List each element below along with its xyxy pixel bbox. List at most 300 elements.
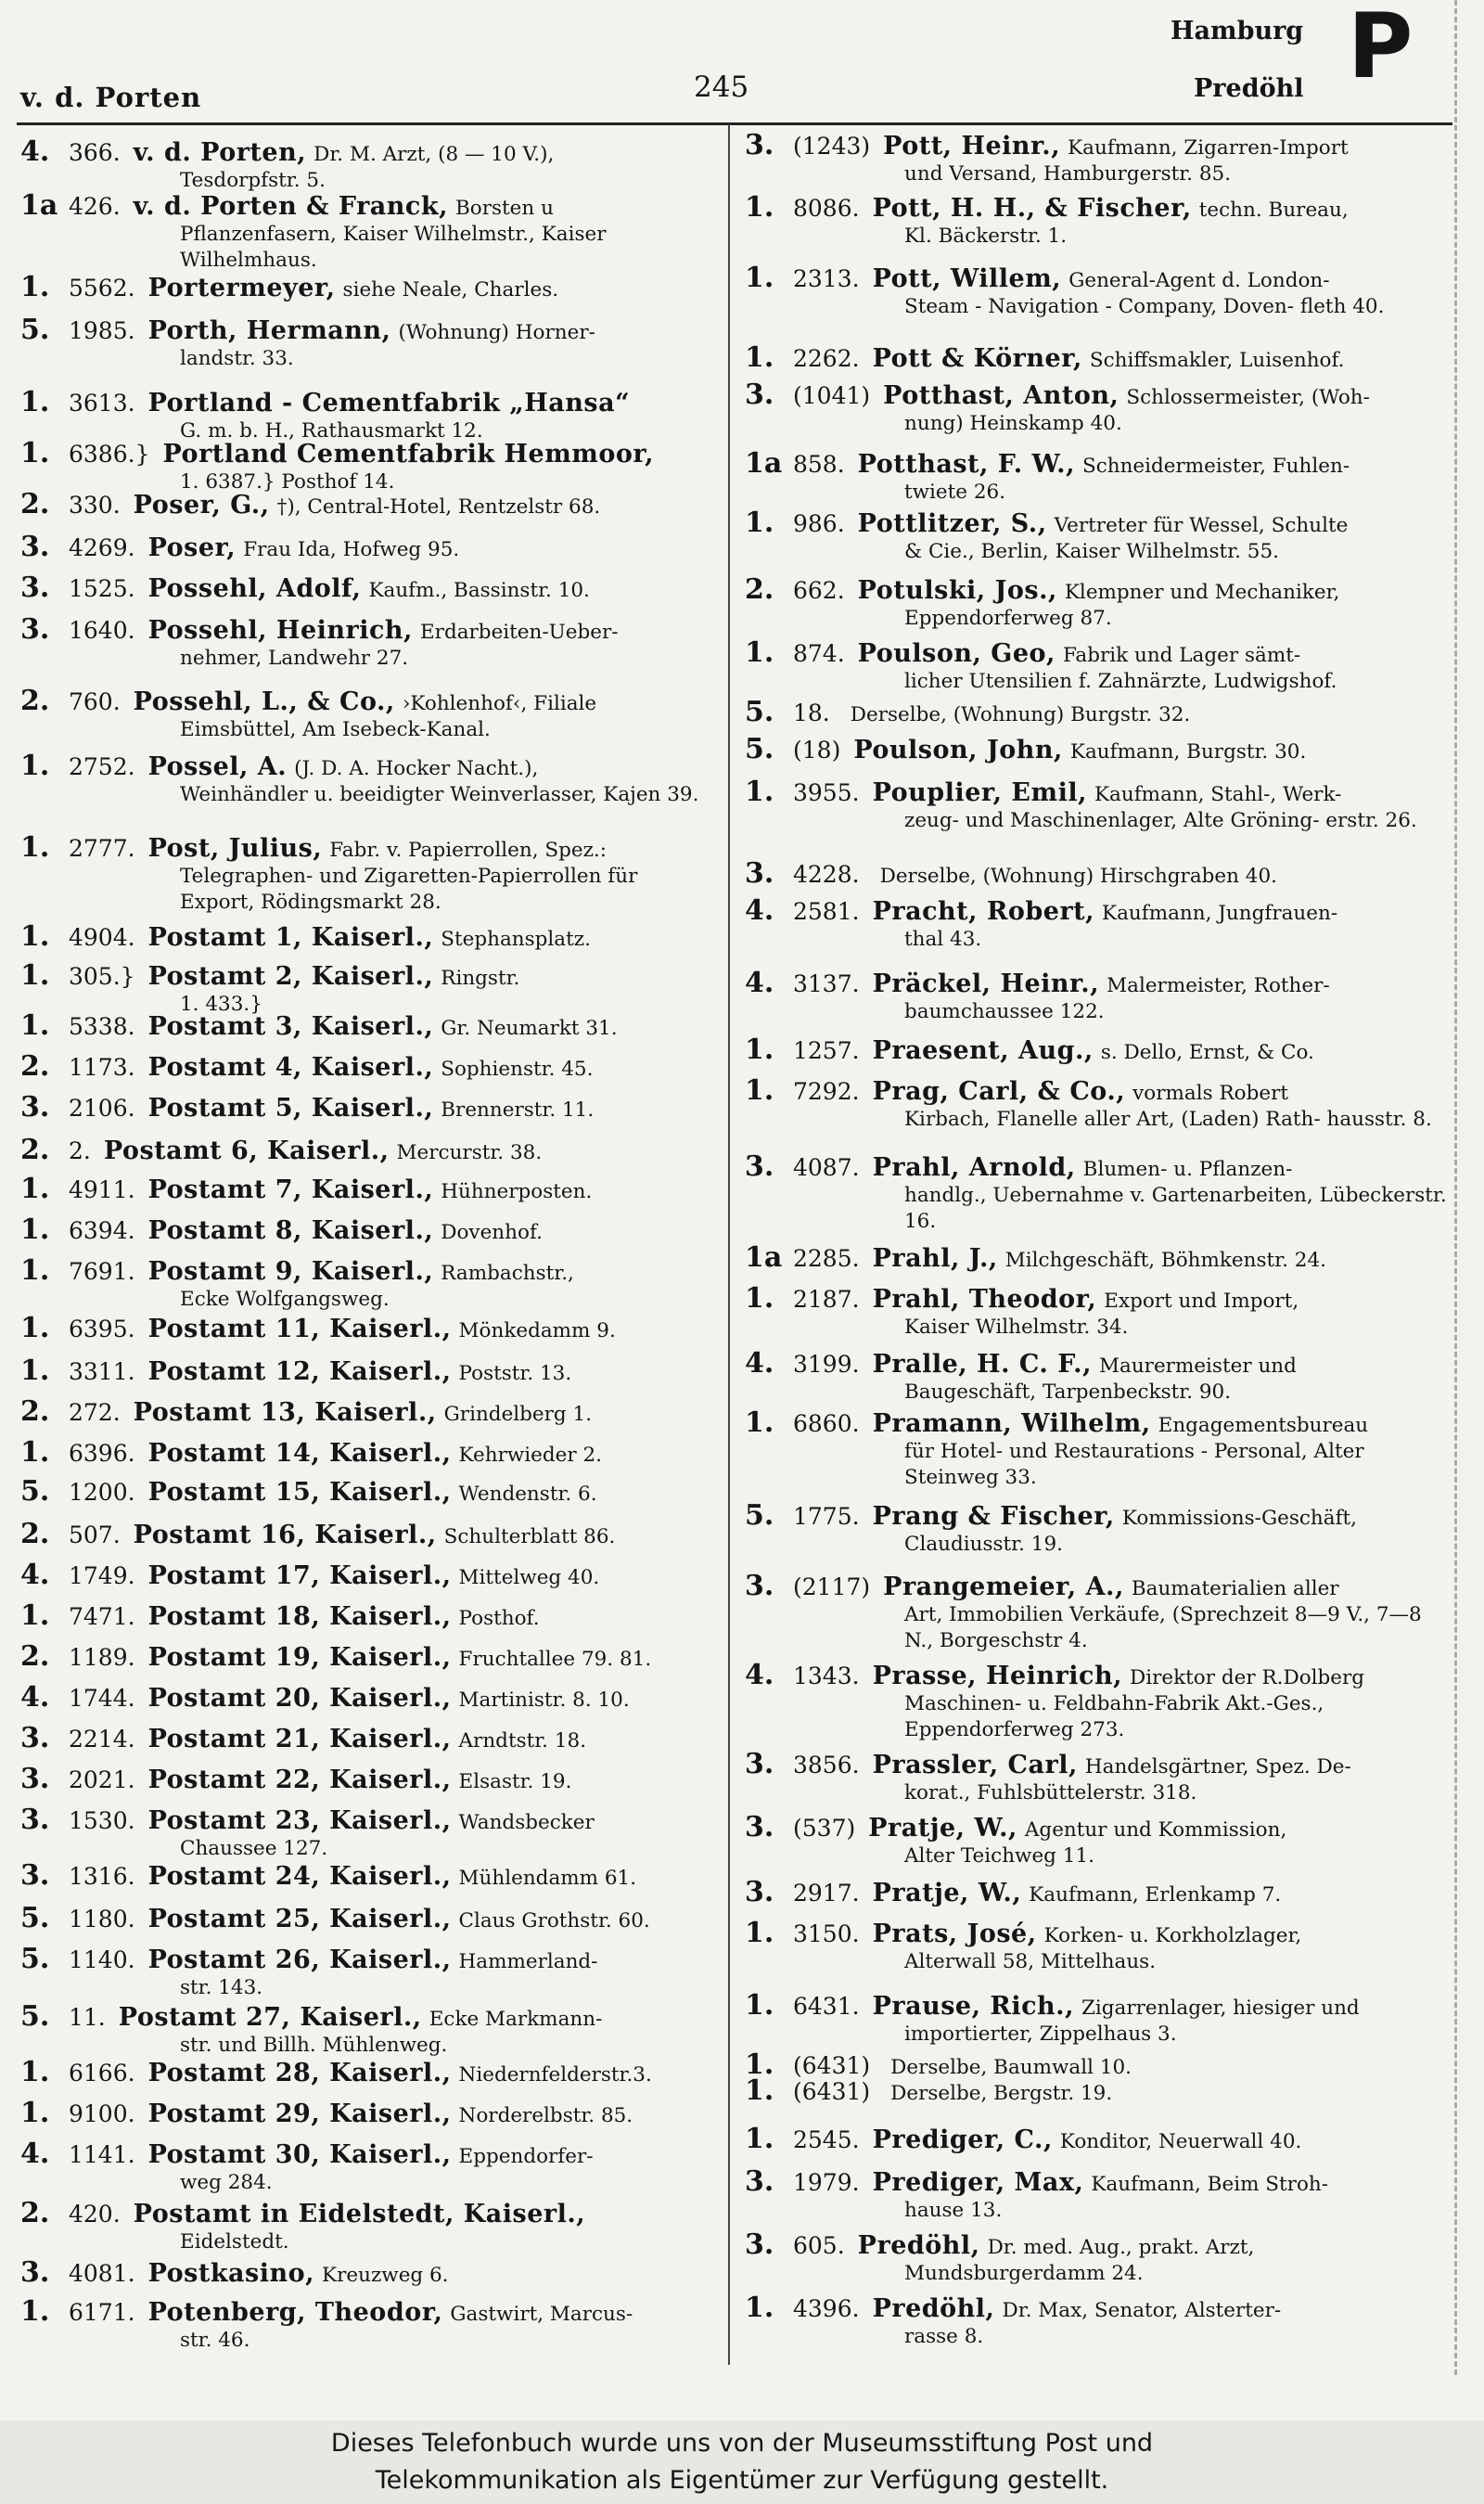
zone-number: 1. [745,2074,774,2107]
entry-name: Possehl, Heinrich, [147,616,413,645]
zone-number: 4. [745,1347,774,1380]
telephone-number: 2214. [69,1726,135,1753]
entry-continuation: Steam - Navigation - Company, Doven- fleth 40. [904,295,1385,318]
zone-number: 2. [745,573,774,606]
telephone-number: 4081. [69,2260,135,2287]
telephone-number: 6171. [69,2299,135,2326]
telephone-number: (2117) [793,1573,871,1600]
zone-number: 1. [20,920,50,953]
entry-details: Erdarbeiten-Ueber- [419,621,619,644]
zone-number: 3. [20,1763,50,1795]
entry-continuation: weg 284. [180,2171,273,2194]
directory-entry [745,341,1450,374]
zone-number: 1. [745,1074,774,1107]
zone-number: 1. [20,2056,50,2088]
directory-entry [20,2256,718,2289]
zone-number: 4. [20,135,50,168]
entry-name: Potenberg, Theodor, [147,2298,443,2327]
entry-continuation: Baugeschäft, Tarpenbeckstr. 90. [904,1380,1232,1404]
telephone-number: 366. [69,139,121,166]
entry-details: Kommissions-Geschäft, [1121,1507,1358,1530]
entry-name: Postkasino, [147,2259,315,2288]
telephone-number: 1525. [69,575,135,602]
entry-name: Portermeyer, [147,274,336,302]
zone-number: 3. [745,129,774,161]
entry-name: Possehl, Adolf, [147,574,362,603]
zone-number: 1. [20,1173,50,1205]
entry-continuation: str. 46. [180,2329,250,2352]
telephone-number: 986. [793,510,845,537]
telephone-number: 7292. [793,1078,860,1105]
entry-details: Vertreter für Wessel, Schulte [1054,514,1349,537]
telephone-number: 3613. [69,390,135,417]
entry-details: (Wohnung) Horner- [398,321,595,344]
entry-continuation: 1. 6387.} Posthof 14. [180,470,395,494]
entry-details: ›Kohlenhof‹, Filiale [402,692,597,715]
telephone-number: 272. [69,1399,121,1426]
entry-details: Dr. Max, Senator, Alsterter- [1002,2299,1282,2322]
entry-continuation: Mundsburgerdamm 24. [904,2262,1144,2285]
footer-note [0,2421,1484,2504]
zone-number: 3. [745,1748,774,1780]
directory-entry [20,386,718,444]
directory-entry [745,2123,1450,2155]
zone-number: 2. [20,2197,50,2229]
directory-entry [20,920,718,953]
entry-details: Kaufmann, Beim Stroh- [1091,2173,1328,2196]
telephone-number: 4228. [793,861,860,888]
telephone-number: 2917. [793,1880,860,1907]
entry-details: s. Dello, Ernst, & Co. [1100,1041,1314,1064]
entry-name: Postamt 23, Kaiserl., [147,1806,452,1835]
telephone-number: 874. [793,640,845,667]
entry-name: Potthast, F. W., [857,450,1075,479]
entry-continuation: zeug- und Maschinenlager, Alte Gröning- erstr. 26. [904,809,1417,832]
entry-name: Poulson, Geo, [857,639,1055,668]
entry-name: Prahl, J., [872,1244,998,1273]
telephone-number: 2187. [793,1286,860,1313]
entry-name: Postamt 1, Kaiserl., [147,923,434,952]
telephone-number: 6860. [793,1410,860,1437]
entry-details: Engagementsbureau [1158,1414,1369,1437]
entry-name: Post, Julius, [147,834,323,863]
entry-continuation: Kirbach, Flanelle aller Art, (Laden) Rath- hausstr. 8. [904,1108,1432,1131]
telephone-number: 2581. [793,898,860,925]
telephone-number: 8086. [793,195,860,222]
directory-entry [745,507,1450,565]
directory-entry [745,857,1450,890]
zone-number: 1. [745,341,774,374]
directory-entry [745,1876,1450,1908]
entry-continuation: und Versand, Hamburgerstr. 85. [904,162,1232,186]
entry-details: Mittelweg 40. [458,1566,600,1589]
entry-name: Pott, H. H., & Fischer, [872,194,1192,223]
telephone-number: 2545. [793,2126,860,2153]
zone-number: 3. [20,571,50,604]
entry-details: Derselbe, Bergstr. 19. [890,2082,1113,2105]
entry-name: Pottlitzer, S., [857,509,1047,538]
entry-details: Malermeister, Rother- [1107,974,1330,997]
entry-name: Postamt 18, Kaiserl., [147,1602,452,1631]
directory-entry [745,696,1450,728]
directory-entry [20,1722,718,1754]
directory-entry [745,1282,1450,1341]
telephone-number: 1775. [793,1503,860,1530]
directory-entry [745,733,1450,765]
entry-name: Predöhl, [857,2231,980,2260]
telephone-number: 1180. [69,1906,135,1933]
directory-entry [20,2056,718,2088]
directory-entry [745,1917,1450,1975]
directory-entry [20,1559,718,1591]
entry-name: Potthast, Anton, [883,381,1119,410]
entry-details: Kaufm., Bassinstr. 10. [368,579,590,602]
directory-entry [20,1312,718,1344]
zone-number: 1. [745,2048,774,2081]
directory-entry [20,1009,718,1042]
telephone-number: 1530. [69,1807,135,1834]
directory-entry [20,1640,718,1673]
directory-entry [20,571,718,604]
entry-name: Praesent, Aug., [872,1036,1094,1065]
entry-details: (J. D. A. Hocker Nacht.), [294,757,539,780]
telephone-number: 3955. [793,779,860,806]
entry-name: Prangemeier, A., [883,1573,1124,1601]
telephone-number: 2285. [793,1245,860,1272]
entry-name: Postamt 13, Kaiserl., [133,1398,437,1427]
zone-number: 2. [20,1395,50,1428]
entry-details: Derselbe, Baumwall 10. [890,2056,1132,2079]
telephone-number: 3137. [793,970,860,997]
directory-entry [745,129,1450,187]
entry-details: Milchgeschäft, Böhmkenstr. 24. [1004,1249,1326,1272]
entry-continuation: importierter, Zippelhaus 3. [904,2022,1177,2046]
entry-name: Porth, Hermann, [147,316,391,345]
telephone-number: 6394. [69,1217,135,1244]
entry-name: Postamt 28, Kaiserl., [147,2059,452,2087]
directory-entry [20,531,718,563]
telephone-number: 6396. [69,1440,135,1467]
directory-entry [20,2097,718,2129]
entry-details: Fruchtallee 79. 81. [458,1648,652,1671]
zone-number: 1. [745,2123,774,2155]
entry-details: Fabr. v. Papierrollen, Spez.: [329,839,607,862]
telephone-number: 426. [69,193,121,220]
entry-details: Gastwirt, Marcus- [450,2303,633,2326]
telephone-number: (6431) [793,2078,871,2105]
entry-continuation: Tesdorpfstr. 5. [180,169,326,192]
entry-name: Portland - Cementfabrik „Hansa“ [147,389,631,417]
entry-name: Poser, [147,533,237,562]
entry-name: Präckel, Heinr., [872,969,1100,998]
entry-details: Gr. Neumarkt 31. [441,1017,618,1040]
telephone-number: 2752. [69,753,135,780]
directory-entry [745,262,1450,320]
entry-details: Mühlendamm 61. [458,1867,637,1890]
entry-continuation: Kl. Bäckerstr. 1. [904,225,1068,248]
entry-continuation: thal 43. [904,928,982,951]
entry-name: Pratje, W., [872,1879,1022,1907]
telephone-number: 2313. [793,265,860,292]
entry-details: Agentur und Kommission, [1024,1818,1287,1842]
running-head-first-entry: v. d. Porten [20,82,202,113]
telephone-number: (18) [793,737,841,764]
zone-number: 1. [20,1213,50,1246]
zone-number: 3. [20,531,50,563]
directory-entry [20,189,718,274]
entry-details: Ringstr. [441,967,520,990]
telephone-number: 1979. [793,2169,860,2196]
directory-entry [20,2295,718,2354]
entry-details: Derselbe, (Wohnung) Burgstr. 32. [850,703,1191,726]
directory-entry [745,1499,1450,1558]
page-number: 245 [694,71,749,104]
zone-number: 1. [745,2292,774,2324]
entry-name: Portland Cementfabrik Hemmoor, [162,440,655,469]
telephone-number: 5338. [69,1013,135,1040]
entry-continuation: Eimsbüttel, Am Isebeck-Kanal. [180,718,491,741]
entry-details: Konditor, Neuerwall 40. [1059,2130,1302,2153]
entry-continuation: Maschinen- u. Feldbahn-Fabrik Akt.-Ges., Eppendorferweg 273. [904,1692,1324,1741]
directory-entry [20,135,718,194]
entry-name: Postamt 17, Kaiserl., [147,1561,452,1590]
entry-name: Poulson, John, [853,736,1063,764]
zone-number: 4. [745,1659,774,1691]
entry-name: Postamt 6, Kaiserl., [103,1136,390,1165]
entry-details: †), Central-Hotel, Rentzelstr 68. [276,495,601,519]
directory-entry [20,437,718,495]
telephone-number: 3199. [793,1351,860,1378]
entry-details: Brennerstr. 11. [441,1098,595,1122]
entry-details: Arndtstr. 18. [458,1729,587,1753]
directory-entry [745,1241,1450,1274]
zone-number: 3. [20,1859,50,1892]
zone-number: 5. [20,314,50,346]
entry-continuation: nung) Heinskamp 40. [904,412,1122,435]
entry-details: Dovenhof. [441,1221,543,1244]
telephone-number: 305.} [69,963,135,990]
entry-name: Postamt 8, Kaiserl., [147,1216,434,1245]
zone-number: 1. [20,1254,50,1287]
directory-entry [20,1681,718,1714]
entry-name: Postamt 20, Kaiserl., [147,1684,452,1713]
directory-entry [20,1436,718,1469]
directory-entry [745,2048,1450,2081]
telephone-number: 6166. [69,2060,135,2087]
right-column [745,0,1450,2375]
zone-number: 3. [745,2165,774,2198]
telephone-number: 420. [69,2201,121,2228]
directory-entry [20,1050,718,1083]
directory-entry [745,447,1450,506]
telephone-number: 2777. [69,835,135,862]
footer-line-1: Dieses Telefonbuch wurde uns von der Museumsstiftung Post und [330,2429,1154,2458]
entry-details: Derselbe, (Wohnung) Hirschgraben 40. [879,865,1277,888]
telephone-number: 662. [793,577,845,604]
directory-entry [20,1355,718,1387]
zone-number: 3. [745,1570,774,1602]
directory-entry [20,1395,718,1428]
telephone-number: 3856. [793,1752,860,1778]
telephone-number: 5562. [69,275,135,302]
directory-entry [20,1599,718,1632]
section-letter: P [1348,0,1414,98]
zone-number: 5. [745,696,774,728]
zone-number: 3. [745,379,774,411]
entry-details: Grindelberg 1. [443,1403,593,1426]
entry-details: Kaufmann, Stahl-, Werk- [1094,783,1342,806]
telephone-number: 605. [793,2232,845,2259]
directory-entry [745,1748,1450,1806]
zone-number: 4. [745,967,774,999]
zone-number: 1. [745,262,774,294]
telephone-number: 1173. [69,1054,135,1081]
zone-number: 1. [20,386,50,418]
telephone-number: 4087. [793,1154,860,1181]
zone-number: 3. [20,1091,50,1124]
entry-name: Pott, Heinr., [883,132,1061,161]
directory-entry [20,1254,718,1313]
zone-number: 2. [20,1640,50,1673]
directory-entry [20,1475,718,1508]
entry-name: Postamt 2, Kaiserl., [147,962,434,991]
zone-number: 5. [745,1499,774,1532]
zone-number: 4. [20,1559,50,1591]
entry-name: Postamt 24, Kaiserl., [147,1862,452,1891]
entry-name: Postamt 11, Kaiserl., [147,1315,452,1343]
directory-entry [20,1943,718,2001]
zone-number: 3. [20,2256,50,2289]
zone-number: 1a [745,447,783,480]
entry-name: Postamt 14, Kaiserl., [147,1439,452,1468]
entry-details: Korken- u. Korkholzlager, [1043,1924,1302,1947]
entry-name: Postamt 3, Kaiserl., [147,1012,434,1041]
entry-continuation: Alterwall 58, Mittelhaus. [904,1950,1157,1973]
directory-entry [745,636,1450,695]
telephone-number: 4269. [69,534,135,561]
directory-entry [20,314,718,372]
entry-continuation: handlg., Uebernahme v. Gartenarbeiten, Lübeckerstr. 16. [904,1184,1447,1233]
telephone-number: 1189. [69,1644,135,1671]
telephone-number: 9100. [69,2100,135,2127]
zone-number: 2. [20,1518,50,1550]
entry-name: Pralle, H. C. F., [872,1350,1092,1379]
entry-details: siehe Neale, Charles. [342,278,559,302]
zone-number: 1a [745,1241,783,1274]
entry-continuation: Ecke Wolfgangsweg. [180,1288,390,1311]
telephone-number: 2106. [69,1095,135,1122]
telephone-number: 1141. [69,2141,135,2168]
entry-details: Schlossermeister, (Woh- [1126,386,1370,409]
page-edge-perforation [1454,0,1457,2375]
entry-name: Postamt 22, Kaiserl., [147,1766,452,1794]
telephone-number: 2021. [69,1766,135,1793]
entry-details: Handelsgärtner, Spez. De- [1084,1755,1351,1778]
telephone-number: 858. [793,451,845,478]
telephone-number: 6386.} [69,441,150,468]
directory-entry [745,1347,1450,1406]
telephone-number: 1640. [69,617,135,644]
zone-number: 5. [20,2000,50,2033]
entry-details: Kehrwieder 2. [458,1444,602,1467]
entry-name: Postamt 5, Kaiserl., [147,1094,434,1123]
footer-line-2: Telekommunikation als Eigentümer zur Verfügung gestellt. [375,2466,1109,2495]
entry-details: Schulterblatt 86. [443,1525,616,1548]
entry-name: Possel, A. [147,752,288,781]
telephone-number: 1985. [69,317,135,344]
zone-number: 5. [20,1943,50,1975]
zone-number: 2. [20,1050,50,1083]
entry-details: Sophienstr. 45. [441,1058,594,1081]
directory-entry [20,1763,718,1795]
entry-details: Kaufmann, Erlenkamp 7. [1029,1883,1282,1907]
entry-details: Frau Ida, Hofweg 95. [243,538,460,561]
entry-details: Kaufmann, Jungfrauen- [1102,902,1338,925]
zone-number: 4. [745,894,774,927]
zone-number: 4. [20,2138,50,2170]
entry-details: Wandsbecker [458,1811,595,1834]
entry-continuation: twiete 26. [904,481,1006,504]
telephone-number: 18. [793,700,830,726]
entry-details: Dr. M. Arzt, (8 — 10 V.), [313,143,555,166]
directory-entry [745,1570,1450,1654]
entry-continuation: 1. 433.} [180,993,262,1016]
zone-number: 3. [745,2228,774,2261]
zone-number: 3. [745,1150,774,1183]
entry-details: Dr. med. Aug., prakt. Arzt, [987,2236,1255,2259]
zone-number: 3. [20,1722,50,1754]
entry-details: Kreuzweg 6. [322,2264,449,2287]
entry-details: Rambachstr., [441,1262,574,1285]
directory-entry [20,959,718,1018]
entry-details: Zigarrenlager, hiesiger und [1081,1997,1360,2020]
zone-number: 5. [745,733,774,765]
zone-number: 1. [745,1034,774,1066]
directory-entry [20,750,718,808]
directory-entry [745,1034,1450,1066]
directory-entry [745,776,1450,834]
entry-details: Martinistr. 8. 10. [458,1689,630,1712]
directory-entry [20,1091,718,1124]
entry-details: Direktor der R.Dolberg [1130,1666,1365,1689]
entry-details: Maurermeister und [1098,1355,1297,1378]
zone-number: 3. [20,613,50,646]
entry-continuation: Telegraphen- und Zigaretten-Papierrollen für Export, Rödingsmarkt 28. [180,865,638,914]
entry-name: Postamt 27, Kaiserl., [118,2003,422,2032]
zone-number: 1. [745,1989,774,2022]
entry-continuation: Eppendorferweg 87. [904,607,1112,630]
entry-name: Postamt 29, Kaiserl., [147,2100,452,2128]
zone-number: 4. [20,1681,50,1714]
entry-name: Postamt 19, Kaiserl., [147,1643,452,1672]
zone-number: 1. [20,959,50,992]
entry-name: Postamt in Eidelstedt, Kaiserl., [133,2200,586,2228]
directory-entry [745,2165,1450,2224]
zone-number: 3. [745,857,774,890]
zone-number: 5. [20,1475,50,1508]
entry-details: Eppendorfer- [458,2145,594,2168]
directory-entry [745,2228,1450,2287]
entry-name: Prats, José, [872,1920,1037,1948]
zone-number: 1. [20,2097,50,2129]
telephone-number: (1243) [793,133,871,160]
entry-details: Elsastr. 19. [458,1770,572,1793]
zone-number: 5. [20,1902,50,1934]
telephone-number: 2262. [793,345,860,372]
entry-name: Postamt 26, Kaiserl., [147,1945,452,1974]
entry-continuation: Pflanzenfasern, Kaiser Wilhelmstr., Kaiser Wilhelmhaus. [180,223,607,272]
entry-name: v. d. Porten & Franck, [133,192,448,221]
